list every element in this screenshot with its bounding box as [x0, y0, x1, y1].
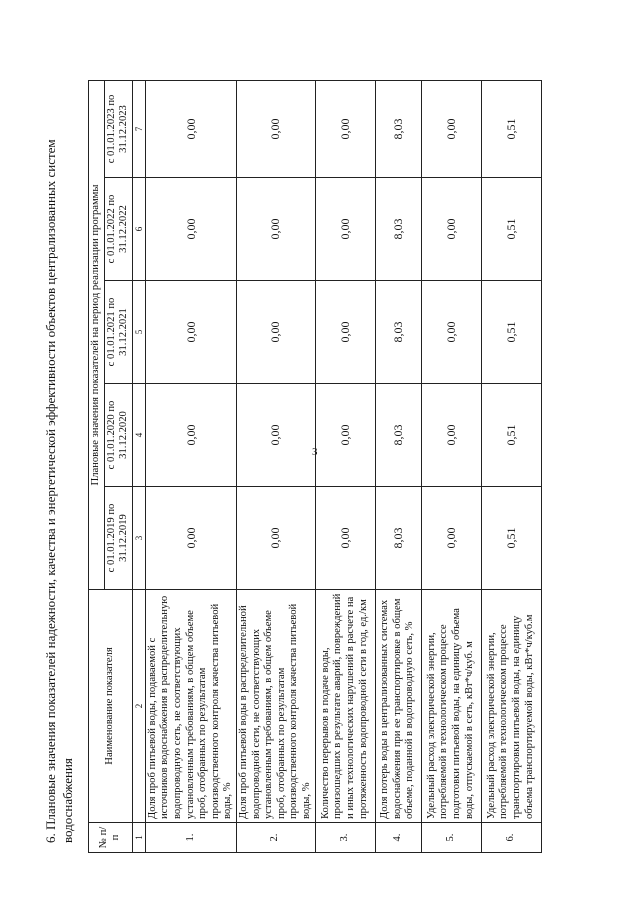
header-row-1 — [89, 80, 105, 852]
rotated-content — [40, 53, 600, 853]
row-number: 5. — [421, 822, 481, 852]
indicator-name: Удельный расход электрической энергии, потребляемой в технологическом процессе подготовки питьевой воды, на единицу объема воды, отпускаемой в сеть, кВт*ч/куб. м — [421, 589, 481, 822]
column-index: 3 — [132, 486, 145, 589]
table-row — [315, 80, 375, 852]
indicator-value: 0,00 — [315, 486, 375, 589]
indicator-name: Доля проб питьевой воды, подаваемой с источников водоснабжения в распределительную водопроводную сеть, не соответствующих установленным требованиям, в общем объеме проб, отобранных по результатам производственного контроля качества питьевой воды, % — [145, 589, 236, 822]
column-index-row — [132, 80, 145, 852]
period-header: с 01.01.2020 по 31.12.2020 — [104, 383, 132, 486]
indicator-value: 8,03 — [375, 80, 421, 177]
page-number: 3 — [312, 446, 318, 458]
indicator-value: 0,51 — [481, 280, 541, 383]
row-number: 6. — [481, 822, 541, 852]
indicator-value: 0,00 — [421, 486, 481, 589]
column-index: 6 — [132, 177, 145, 280]
indicator-value: 0,00 — [315, 383, 375, 486]
table-row — [236, 80, 315, 852]
indicator-value: 0,51 — [481, 486, 541, 589]
table-row — [145, 80, 236, 852]
table-row — [375, 80, 421, 852]
indicator-value: 0,00 — [145, 486, 236, 589]
indicators-table — [88, 79, 542, 852]
indicator-name: Доля потерь воды в централизованных системах водоснабжения при ее транспортировке в общем объеме, поданной в водопроводную сеть, % — [375, 589, 421, 822]
row-number: 4. — [375, 822, 421, 852]
col-name-header: Наименование показателя — [89, 589, 133, 822]
indicator-value: 0,00 — [421, 80, 481, 177]
indicator-value: 8,03 — [375, 383, 421, 486]
column-index: 4 — [132, 383, 145, 486]
indicator-value: 0,00 — [145, 383, 236, 486]
indicator-name: Удельный расход электрической энергии, потребляемой в технологическом процессе транспортировки питьевой воды, на единицу объема транспортируемой воды, кВт*ч/куб.м — [481, 589, 541, 822]
period-header: с 01.01.2023 по 31.12.2023 — [104, 80, 132, 177]
row-number: 1. — [145, 822, 236, 852]
period-header: с 01.01.2021 по 31.12.2021 — [104, 280, 132, 383]
indicator-value: 0,00 — [236, 280, 315, 383]
indicator-value: 0,00 — [315, 80, 375, 177]
table-row — [481, 80, 541, 852]
indicator-value: 8,03 — [375, 486, 421, 589]
indicator-value: 0,00 — [421, 280, 481, 383]
col-num-header: № п/п — [89, 822, 133, 852]
column-index: 7 — [132, 80, 145, 177]
indicator-value: 0,00 — [145, 177, 236, 280]
column-index: 5 — [132, 280, 145, 383]
indicator-value: 0,00 — [236, 80, 315, 177]
indicator-value: 0,51 — [481, 383, 541, 486]
period-header: с 01.01.2019 по 31.12.2019 — [104, 486, 132, 589]
indicator-value: 0,00 — [315, 280, 375, 383]
row-number: 2. — [236, 822, 315, 852]
indicator-value: 8,03 — [375, 177, 421, 280]
section-heading: 6. Плановые значения показателей надежности, качества и энергетической эффективности объектов централизованных систем водоснабжения — [43, 138, 75, 843]
indicator-value: 0,51 — [481, 80, 541, 177]
indicator-value: 0,00 — [236, 486, 315, 589]
indicator-name: Количество перерывов в подаче воды, произошедших в результате аварий, повреждений и иных технологических нарушений в расчете на протяженность водопроводной сети в год, ед./км — [315, 589, 375, 822]
table-row — [421, 80, 481, 852]
indicator-value: 0,00 — [145, 80, 236, 177]
indicator-value: 0,51 — [481, 177, 541, 280]
column-index: 2 — [132, 589, 145, 822]
indicator-value: 0,00 — [145, 280, 236, 383]
indicator-value: 0,00 — [236, 383, 315, 486]
indicator-value: 0,00 — [315, 177, 375, 280]
indicator-name: Доля проб питьевой воды в распределительной водопроводной сети, не соответствующих установленным требованиям, в общем объеме проб, отобранных по результатам производственного контроля качества питьевой воды, % — [236, 589, 315, 822]
col-group-header: Плановые значения показателей на период реализации программы — [89, 80, 105, 589]
row-number: 3. — [315, 822, 375, 852]
indicator-value: 0,00 — [421, 383, 481, 486]
column-index: 1 — [132, 822, 145, 852]
indicator-value: 0,00 — [236, 177, 315, 280]
indicator-value: 0,00 — [421, 177, 481, 280]
period-header: с 01.01.2022 по 31.12.2022 — [104, 177, 132, 280]
indicator-value: 8,03 — [375, 280, 421, 383]
